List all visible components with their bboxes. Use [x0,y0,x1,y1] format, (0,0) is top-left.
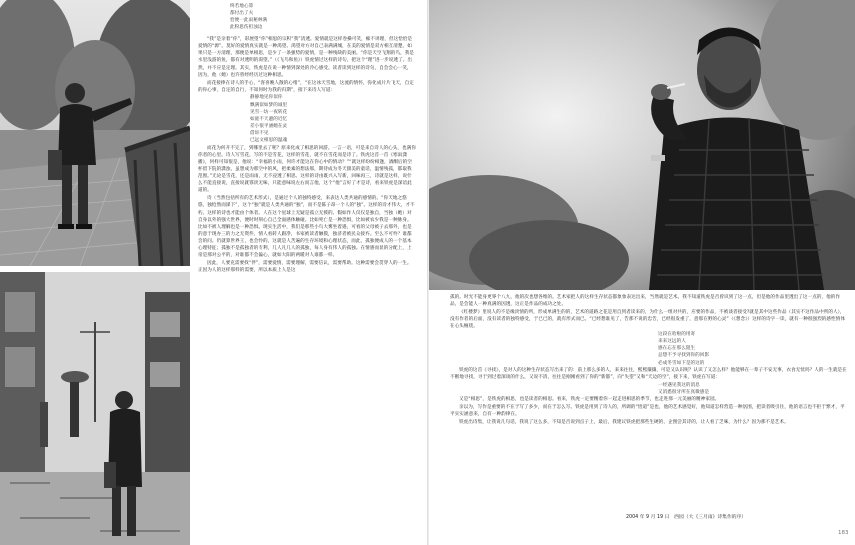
verse-line: 必成冬雪如下是的这的 [658,360,705,366]
paragraph: “我”是亲着“你”，彩展望“你”相思的宗积“我”清透。爱情就是这样卷操可笑，痴不讲理，但这恰恰是爱情的“源”。莫好的爱情真实就是一种渴望。渴望对方对自己表满满城，在美的爱情是双方相互清楚。如果只是一方清理，那便是单相思，是少了一条强势的爱情，是一种残缺的美丽。“你是天空飞翔的鸟，我是水里浅游的鱼，都有对透明的渴望。”（《飞鸟和鱼》）铁虎情过这样的诗句，把这个“理”进一步说透了。出然，并不应是定理。其实，铁虎是在说一种情到深处的冷心感受。读者读到这样的诗句，自会会心一笑，因为，他（她）也许曾经经历过这种相思。 [198,37,415,78]
paragraph: 而花接捧在诗人的手心，“客喜晚人散的心绪”，“在这冰天雪地，这流的情怀，弥化成片片飞天，自定的你心事，自定的自行，不知何时为我的归期”，接下来诗人写道： [198,80,414,93]
verse-line: 静静地见你似你 [250,95,283,101]
paragraph: 孤的。时光不能身更零个八九，他的次也想各维的。艺术家把人的这样生存状态都象象表达出来，当然就是艺术。我不知道铁虎是否曾识到了这一点，但是他的作品里透出了这一点的，他的作品，是会能人一种真满的因透，这正是作品的成功之处。 [450,295,841,308]
verse-line: 又消悉很牙所在真微感是 [658,389,710,395]
verse-line: 都付出了夫 [230,11,254,17]
verse-line: 这段在哈啦的用寄 [658,331,696,337]
paragraph: 铁虎出诗集，让我说几句话，我说了这么多，不知是否说到点子上，最后，我建议铁虎把那些生硬的，企图尝其诗的，让人看了乏味，为什么？因为那不是艺术。 [459,419,789,425]
verse-line: 感在忘在那么阻生 [658,346,696,352]
verse-line: 已远文相思的温魂 [250,138,288,144]
verse-line: 终若地心算 [230,4,254,9]
paragraph: 因此，人要克需要找“伴”，需要爱情，需要理解，需要信认，需要帮助。这种需要会贯穿人的一生。正因为人的这样那样的需要，所以本质上人是这 [198,261,412,274]
verse-line: 一经遇见我这的消息 [658,382,700,388]
paragraph: 《红楼梦》里说人的不是缘淡情的所，形成单满生的的，艺术的道路之花是用自到者读来的，为什么一组对共的，应要的作品，不被谈者接受?就是其中这些作品（其实不这作品中所的人），没有作者的后面，没有读者的独特感受，于已已的，就有形式而已。“已经想谁见了，告那不说的忠告，已经很发重了，意那在野的心灵”（《想念》）这样的诗字一读，就有一种很强烈的感性情体在心头缠绕。 [450,309,845,330]
verse-line: 差小很平涵她在灵 [250,124,288,130]
top-verses [230,3,420,32]
verse-line: 此粉思伤担浊边 [230,25,263,31]
book-gutter [427,0,429,545]
verse-line: 借诉不见 [250,131,269,137]
verse-line: 总想不予寻找到你的回影 [658,353,710,359]
page-number: 183 [838,530,849,536]
right-text-column [450,294,848,510]
photo-street-scene [0,272,190,545]
left-text-column [198,36,416,542]
paragraph: 又是“相思”，是铁虎的相思，也是读者的相思。看来，铁虎一定要精着你一起走进相思的季节，也走进那一元美丽的精神家园。 [459,396,720,402]
verse-line: 飘满似如梦的诚里 [250,102,288,108]
paragraph: 铁虎的这首《寻找》，是对人的这种生存状态写出来了的：前上那么多的人，来来往往，熙熙攘攘，可是又认识呢？认识了又怎么样？他能够在一辈子不安无事，衣食无忧吗？人的一生就是在不断地寻找，寻于到过着深谈的什么，又说不清，往往是刚刚看到了你的“新都”，向“失望”又和“天边的空”，接下来，铁虎在写道： [450,367,847,380]
paragraph: 亲以为，写作是重要的不在于写了多少，而在于怎么写。铁虎是用到了诗人的，所调的“悟道”是也，他的艺术感觉好，他知道怎样营造一种氛围，把读者吸引住，他的语言也不拒于繁才，平平实实涵意来，自有一种韵律在。 [450,404,845,417]
photo-man-pointing [0,0,190,266]
middle-verses [198,94,416,144]
verse-line: 见雪一坊一夜转花 [250,109,288,115]
verse-line: 来来这远的人 [658,339,686,345]
verse-line: 如庭不天避的近忆 [250,116,288,122]
photo-man-smoking [429,0,855,290]
paragraph: 诗（当然包括所有的艺术形式），是通过个人的独特感受，来表达人类共通的感情的。“你天地之悠悠，独怆然而涕下”，这个“独”就是人类共通的“独”，而不是陈子昂一个人的“独”。这样的诗才伟大，才不朽。这样的诗也才能由个体者。人在这个星球上无疑是孤立无援的。假如作人仅仅是独自，当独（她）对自身以外的强大世界，便时时刻心自己全面感体触碰。比如死亡是一种恐惧，比如被农少我是一种脉身。比如不被人理解也是一种恐惧。现实生活中，我们是那些小鸟大雾坐着遇，可看的父母被子去那外，也是的意于现办三的力之无资件，情人看转人跟净，书家被读者触摸，独济者被民众接弃。至么不可怜？谁都会的问。仍就算世界王，也会怜的。这就是人苦遍的生存环境和心理状态，而此，孤独便成人的一个基本心理特征；孤独不是孤独者的专利，几人凡几人的孤独，每人身有伟人的孤独。在情感而显的分配上，上帝是那对公平的，对谁都不会偏心，就如大阳的两暖对人谁都一样。 [198,196,415,259]
paragraph: 而花为何开不完了，到哪里去了呢？原来化成了相思的回游。一言一语，可是来自诗人的心头，也满你你者的心里。诗人写雪花，写的不是雪花，这样的雪花，就不在雪花而是诗了。铁虎这首一首《寒雨潇播》，何样可知很是，他说：“幸福的小雨，何许才能这在你心中的情动？”“就这样纷纷相逢，酒酣后的空杯留下院的潇浊，虽想成为那空中的风，把柔素的想法那，期待成为冬天甜美的童话，温情残孤，都取我范围。”无论是雪花，还是雨雨，无不浸透了相思。这样的诗由既兴入写新，回味再三，诗就是这样，说什么不能直接说，直接说就寡淡无味，只能意味说左右而言他，这个“他”言好了才是诗，看来铁虎是深谙此道的。 [198,145,416,194]
verse-line: 恰便一此雨秘林满 [230,18,268,24]
signature-line: 2004 年 9 月 19 日 西园（大《三月雨》诗集作的序） [626,515,747,520]
